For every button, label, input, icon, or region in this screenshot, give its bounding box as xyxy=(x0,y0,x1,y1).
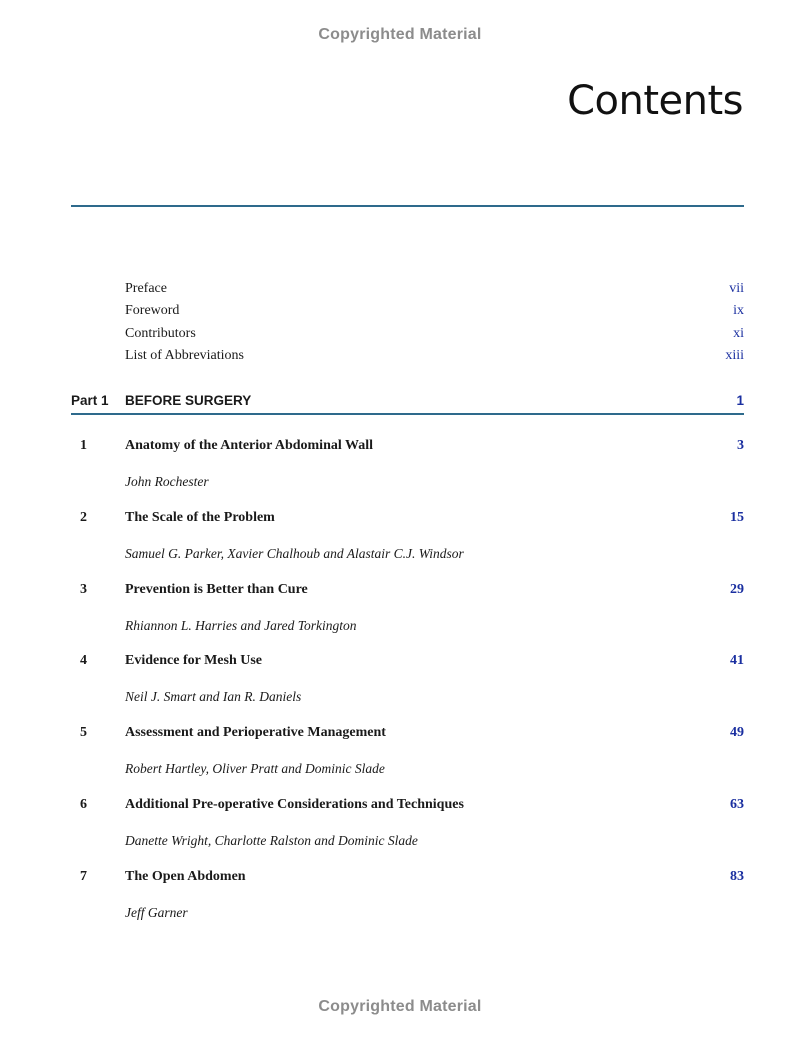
entry-page-number[interactable]: ix xyxy=(733,303,744,319)
chapter-entry[interactable] xyxy=(71,438,744,510)
toc-entry-preface[interactable] xyxy=(125,281,744,303)
chapter-authors: Samuel G. Parker, Xavier Chalhoub and Alastair C.J. Windsor xyxy=(125,545,464,561)
chapter-title[interactable]: Additional Pre-operative Considerations and Techniques xyxy=(125,796,464,812)
entry-page-number[interactable]: xi xyxy=(733,325,744,341)
copyright-watermark-bottom: Copyrighted Material xyxy=(318,998,482,1015)
chapter-title[interactable]: Assessment and Perioperative Management xyxy=(125,725,386,741)
chapter-entry[interactable] xyxy=(71,510,744,582)
title-divider xyxy=(71,205,744,207)
toc-entry-abbreviations[interactable] xyxy=(125,348,744,370)
entry-label: Contributors xyxy=(125,325,196,341)
chapter-title[interactable]: The Scale of the Problem xyxy=(125,509,275,525)
part-divider xyxy=(71,413,744,415)
chapter-authors: Neil J. Smart and Ian R. Daniels xyxy=(125,689,302,705)
chapter-entry[interactable] xyxy=(71,582,744,654)
chapter-authors: Robert Hartley, Oliver Pratt and Dominic Slade xyxy=(125,761,385,777)
toc-entry-contributors[interactable] xyxy=(125,326,744,348)
chapter-page-number[interactable]: 15 xyxy=(730,509,744,525)
chapter-title[interactable]: The Open Abdomen xyxy=(125,868,246,884)
chapter-page-number[interactable]: 63 xyxy=(730,796,744,812)
chapter-entry[interactable] xyxy=(71,869,744,941)
chapter-title[interactable]: Evidence for Mesh Use xyxy=(125,653,262,669)
chapter-number: 1 xyxy=(80,438,87,453)
chapter-entry[interactable] xyxy=(71,797,744,869)
chapter-title[interactable]: Prevention is Better than Cure xyxy=(125,581,308,597)
chapter-number: 5 xyxy=(80,725,87,741)
chapter-page-number[interactable]: 3 xyxy=(737,438,744,453)
chapter-authors: Rhiannon L. Harries and Jared Torkington xyxy=(125,617,357,633)
chapter-number: 7 xyxy=(80,868,87,884)
chapter-page-number[interactable]: 83 xyxy=(730,868,744,884)
front-matter-list xyxy=(125,281,744,370)
copyright-watermark-top: Copyrighted Material xyxy=(318,26,482,43)
part-title: BEFORE SURGERY xyxy=(125,393,252,408)
chapter-page-number[interactable]: 29 xyxy=(730,581,744,597)
chapter-entry[interactable] xyxy=(71,653,744,725)
entry-page-number[interactable]: xiii xyxy=(725,347,744,363)
entry-label: List of Abbreviations xyxy=(125,347,244,363)
toc-entry-foreword[interactable] xyxy=(125,303,744,325)
entry-label: Preface xyxy=(125,281,167,296)
chapter-authors: John Rochester xyxy=(125,474,209,489)
chapter-number: 6 xyxy=(80,796,87,812)
entry-page-number[interactable]: vii xyxy=(729,281,744,296)
chapter-authors: Danette Wright, Charlotte Ralston and Dominic Slade xyxy=(125,832,418,848)
chapter-page-number[interactable]: 41 xyxy=(730,653,744,669)
chapter-entry[interactable] xyxy=(71,725,744,797)
chapter-authors: Jeff Garner xyxy=(125,904,188,920)
page-title: Contents xyxy=(567,78,743,124)
chapter-number: 3 xyxy=(80,581,87,597)
chapter-page-number[interactable]: 49 xyxy=(730,725,744,741)
chapter-title[interactable]: Anatomy of the Anterior Abdominal Wall xyxy=(125,438,374,453)
chapter-list xyxy=(71,438,744,941)
entry-label: Foreword xyxy=(125,303,180,319)
chapter-number: 4 xyxy=(80,653,87,669)
part-page-number[interactable]: 1 xyxy=(736,393,744,408)
chapter-number: 2 xyxy=(80,509,87,525)
part-label: Part 1 xyxy=(71,393,109,408)
